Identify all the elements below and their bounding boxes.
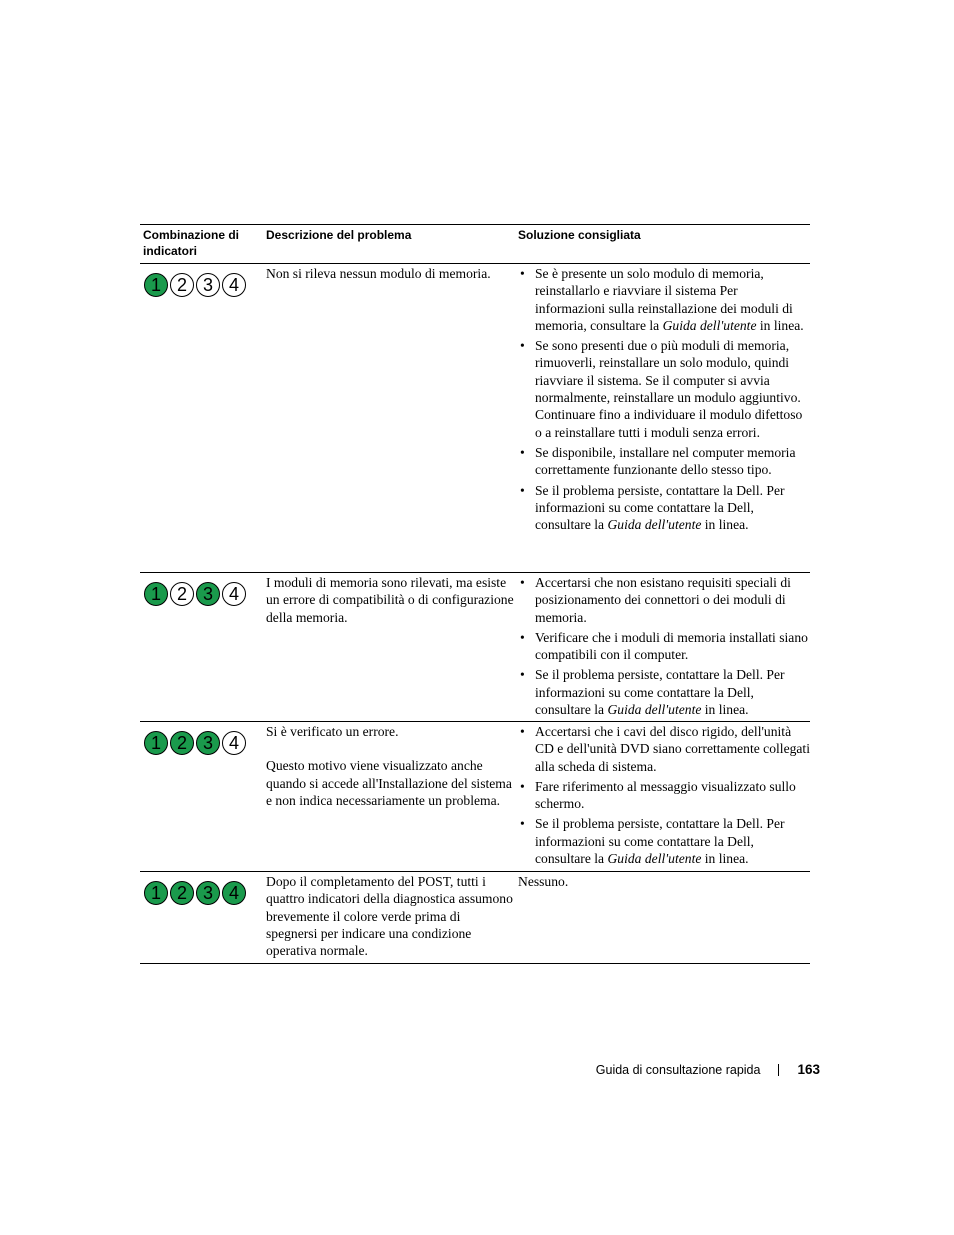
diagnostic-light-4: 4 [222, 273, 246, 297]
header-suggested-solution: Soluzione consigliata [518, 228, 641, 242]
diagnostic-light-1: 1 [144, 273, 168, 297]
solution-cell [515, 573, 810, 721]
light-pattern-cell [140, 573, 263, 721]
problem-description-cell [263, 722, 515, 871]
solution-cell [515, 872, 810, 963]
light-pattern-cell [140, 722, 263, 871]
solution-item: • Accertarsi che non esistano requisiti speciali di posizionamento dei connettori o dei moduli di memoria. [518, 574, 810, 626]
diagnostic-light-1: 1 [144, 881, 168, 905]
diagnostic-light-1: 1 [144, 582, 168, 606]
solution-cell [515, 722, 810, 871]
diagnostic-lights-table [140, 224, 810, 964]
page-number: 163 [797, 1062, 820, 1077]
header-problem-description: Descrizione del problema [266, 228, 412, 242]
diagnostic-light-4: 4 [222, 582, 246, 606]
light-pattern-cell [140, 264, 263, 572]
table-row [140, 872, 810, 963]
user-guide-reference: Guida dell'utente [607, 702, 702, 718]
diagnostic-light-2: 2 [170, 881, 194, 905]
problem-description: Dopo il completamento del POST, tutti i quattro indicatori della diagnostica assumono brevemente il colore verde prima di spegnersi per indicare una condizione operativa normale. [266, 874, 513, 959]
problem-description-cell [263, 573, 515, 721]
solution-item: • Se disponibile, installare nel computer memoria correttamente funzionante dello stesso tipo. [518, 444, 810, 479]
solution-text: Nessuno. [518, 874, 569, 889]
header-light-pattern: Combinazione di indicatori [143, 228, 239, 258]
footer-divider [778, 1064, 779, 1076]
led-group [144, 273, 263, 297]
solution-list [518, 265, 810, 533]
diagnostic-light-2: 2 [170, 731, 194, 755]
table-header [140, 225, 810, 264]
diagnostic-light-4: 4 [222, 881, 246, 905]
problem-note: Questo motivo viene visualizzato anche quando si accede all'Installazione del sistema e non indica necessariamente un problema. [266, 758, 512, 808]
diagnostic-light-3: 3 [196, 731, 220, 755]
user-guide-reference: Guida dell'utente [662, 317, 757, 333]
solution-cell [515, 264, 810, 572]
diagnostic-light-2: 2 [170, 273, 194, 297]
user-guide-reference: Guida dell'utente [607, 851, 702, 867]
led-group [144, 582, 263, 606]
solution-list [518, 574, 810, 718]
led-group [144, 881, 263, 905]
footer-title: Guida di consultazione rapida [595, 1062, 761, 1077]
problem-description-cell [263, 872, 515, 963]
table-row [140, 264, 810, 573]
solution-item: • Se sono presenti due o più moduli di memoria, rimuoverli, reinstallare un solo modulo, quindi riavviare il sistema. Se il computer si avvia normalmente, reinstallare un modulo aggiuntivo. Continuare fino a individuare il modulo difettoso o a reinstallare tutti i moduli senza errori. [518, 337, 810, 441]
diagnostic-light-1: 1 [144, 731, 168, 755]
problem-description-cell [263, 264, 515, 572]
page-footer [596, 1062, 820, 1077]
problem-description: Non si rileva nessun modulo di memoria. [266, 266, 491, 281]
problem-description: I moduli di memoria sono rilevati, ma esiste un errore di compatibilità o di configurazione della memoria. [266, 575, 514, 625]
solution-item: • Verificare che i moduli di memoria installati siano compatibili con il computer. [518, 629, 810, 664]
light-pattern-cell [140, 872, 263, 963]
solution-item: • Fare riferimento al messaggio visualizzato sullo schermo. [518, 778, 810, 813]
solution-item: • Se il problema persiste, contattare la Dell. Per informazioni su come contattare la Dell, consultare la Guida dell'utente in linea. [518, 666, 810, 718]
solution-item: • Accertarsi che i cavi del disco rigido, dell'unità CD e dell'unità DVD siano correttamente collegati alla scheda di sistema. [518, 723, 810, 775]
problem-description: Si è verificato un errore. [266, 724, 399, 739]
table-row [140, 722, 810, 872]
user-guide-reference: Guida dell'utente [607, 517, 702, 533]
diagnostic-light-3: 3 [196, 881, 220, 905]
diagnostic-light-4: 4 [222, 731, 246, 755]
solution-list [518, 723, 810, 867]
solution-item: • Se il problema persiste, contattare la Dell. Per informazioni su come contattare la Dell, consultare la Guida dell'utente in linea. [518, 482, 810, 534]
solution-item: • Se è presente un solo modulo di memoria, reinstallarlo e riavviare il sistema Per informazioni sulla reinstallazione dei moduli di memoria, consultare la Guida dell'utente in linea. [518, 265, 810, 334]
diagnostic-light-3: 3 [196, 582, 220, 606]
solution-item: • Se il problema persiste, contattare la Dell. Per informazioni su come contattare la Dell, consultare la Guida dell'utente in linea. [518, 815, 810, 867]
table-row [140, 573, 810, 722]
led-group [144, 731, 263, 755]
diagnostic-light-3: 3 [196, 273, 220, 297]
diagnostic-light-2: 2 [170, 582, 194, 606]
